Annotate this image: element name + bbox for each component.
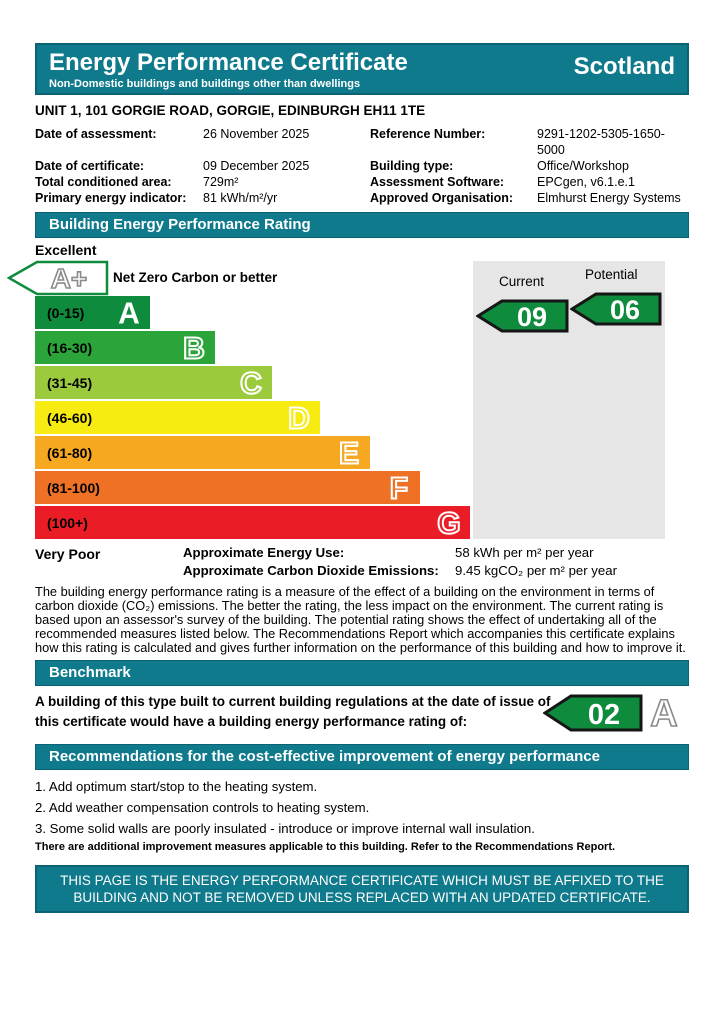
band-letter: G bbox=[437, 507, 461, 541]
energy-use-value: 9.45 kgCO₂ per m² per year bbox=[455, 563, 617, 578]
energy-use-label: Approximate Carbon Dioxide Emissions: bbox=[183, 563, 439, 578]
property-address: UNIT 1, 101 GORGIE ROAD, GORGIE, EDINBURGH EH11 1TE bbox=[35, 103, 426, 118]
detail-value: 81 kWh/m²/yr bbox=[203, 191, 278, 205]
benchmark-band-letter: A bbox=[650, 693, 678, 735]
detail-value: 729m² bbox=[203, 175, 239, 189]
detail-value: Office/Workshop bbox=[537, 159, 629, 173]
detail-label: Date of certificate: bbox=[35, 159, 145, 173]
energy-use-value: 58 kWh per m² per year bbox=[455, 545, 594, 560]
detail-label: Assessment Software: bbox=[370, 175, 505, 189]
energy-use-row bbox=[35, 545, 689, 563]
detail-value: 26 November 2025 bbox=[203, 127, 310, 141]
band-letter-icon bbox=[284, 402, 314, 436]
rating-band-a bbox=[35, 296, 150, 329]
rating-band-d bbox=[35, 401, 320, 434]
recommendation-item: 1. Add optimum start/stop to the heating system. bbox=[35, 779, 318, 794]
band-letter: E bbox=[338, 437, 360, 471]
page-subtitle: Non-Domestic buildings and buildings other than dwellings bbox=[49, 78, 361, 90]
recommendations-list bbox=[35, 776, 689, 839]
region-label: Scotland bbox=[573, 53, 675, 80]
band-range-label: (0-15) bbox=[47, 304, 85, 321]
rating-band-b bbox=[35, 331, 215, 364]
band-range-label: (31-45) bbox=[47, 374, 93, 391]
current-potential-panel bbox=[473, 261, 665, 539]
potential-rating-arrow-icon bbox=[570, 292, 662, 326]
detail-value: Elmhurst Energy Systems bbox=[537, 191, 681, 205]
detail-value: 09 December 2025 bbox=[203, 159, 310, 173]
detail-label: Total conditioned area: bbox=[35, 175, 172, 189]
benchmark-rating-arrow-icon bbox=[543, 694, 643, 732]
aplus-band-arrow-icon bbox=[7, 260, 109, 296]
band-letter: C bbox=[240, 367, 262, 401]
band-letter-icon bbox=[236, 367, 266, 401]
rating-band-f bbox=[35, 471, 420, 504]
header-title-block bbox=[49, 50, 408, 90]
band-letter: B bbox=[183, 332, 205, 366]
aplus-band-letter: A+ bbox=[50, 263, 88, 294]
scale-bottom-label: Very Poor bbox=[35, 546, 101, 562]
current-rating-arrow-icon bbox=[476, 299, 569, 333]
benchmark-band-letter-icon bbox=[649, 693, 679, 733]
aplus-band-note: Net Zero Carbon or better bbox=[113, 270, 278, 285]
benchmark-text: A building of this type built to current building regulations at the date of issue of this certificate would have a building energy performance rating of: bbox=[35, 694, 551, 729]
footer-notice: THIS PAGE IS THE ENERGY PERFORMANCE CERTIFICATE WHICH MUST BE AFFIXED TO THE BUILDING AND NOT BE REMOVED UNLESS REPLACED WITH AN UPDATED CERTIFICATE. bbox=[35, 865, 689, 913]
rating-chart bbox=[35, 260, 689, 539]
section-header-recommendations: Recommendations for the cost-effective improvement of energy performance bbox=[35, 744, 689, 770]
page-title: Energy Performance Certificate bbox=[49, 49, 408, 76]
detail-label: Date of assessment: bbox=[35, 127, 157, 141]
section-header-benchmark: Benchmark bbox=[35, 660, 689, 686]
detail-value: EPCgen, v6.1.e.1 bbox=[537, 175, 635, 189]
energy-use-label: Approximate Energy Use: bbox=[183, 545, 345, 560]
band-letter-icon bbox=[434, 507, 464, 541]
band-letter-icon bbox=[384, 472, 414, 506]
recommendation-item: 2. Add weather compensation controls to heating system. bbox=[35, 800, 370, 815]
band-letter: A bbox=[118, 297, 140, 331]
band-range-label: (61-80) bbox=[47, 444, 93, 461]
rating-band-g bbox=[35, 506, 470, 539]
potential-column-label: Potential bbox=[585, 267, 638, 282]
potential-rating-value: 06 bbox=[609, 295, 641, 325]
current-column-label: Current bbox=[499, 274, 545, 289]
band-range-label: (16-30) bbox=[47, 339, 93, 356]
band-letter-icon bbox=[334, 437, 364, 471]
band-letter: F bbox=[389, 472, 409, 506]
detail-value: 9291-1202-5305-1650-5000 bbox=[537, 127, 665, 157]
energy-use-row bbox=[35, 563, 689, 581]
rating-band-c bbox=[35, 366, 272, 399]
rating-band-e bbox=[35, 436, 370, 469]
energy-use-block bbox=[35, 545, 689, 581]
detail-label: Approved Organisation: bbox=[370, 191, 514, 205]
detail-label: Primary energy indicator: bbox=[35, 191, 187, 205]
certificate-header bbox=[35, 43, 689, 95]
details-grid bbox=[35, 126, 689, 206]
rating-description: The building energy performance rating is a measure of the effect of a building on the environment in terms of carbon dioxide (CO₂) emissions. The better the rating, the less impact on the environment. The current rating is based upon an assessor's survey of the building. The potential rating shows the effect of undertaking all of the recommended measures listed below. The Recommendations Report which accompanies this certificate explains how this rating is calculated and gives further information on the performance of this building and how to improve it. bbox=[35, 584, 686, 655]
scale-top-label: Excellent bbox=[35, 242, 97, 258]
current-rating-value: 09 bbox=[516, 302, 548, 332]
band-range-label: (46-60) bbox=[47, 409, 93, 426]
detail-label: Building type: bbox=[370, 159, 454, 173]
band-letter-icon bbox=[179, 332, 209, 366]
band-letter-icon bbox=[114, 297, 144, 331]
band-letter: D bbox=[288, 402, 310, 436]
section-header-rating: Building Energy Performance Rating bbox=[35, 212, 689, 238]
band-range-label: (81-100) bbox=[47, 479, 100, 496]
recommendation-item: 3. Some solid walls are poorly insulated - introduce or improve internal wall insulation. bbox=[35, 821, 535, 836]
detail-label: Reference Number: bbox=[370, 127, 486, 141]
benchmark-block bbox=[35, 692, 689, 738]
benchmark-rating-value: 02 bbox=[587, 699, 621, 731]
band-range-label: (100+) bbox=[47, 514, 88, 531]
recommendations-note: There are additional improvement measures applicable to this building. Refer to the Recommendations Report. bbox=[35, 841, 616, 853]
